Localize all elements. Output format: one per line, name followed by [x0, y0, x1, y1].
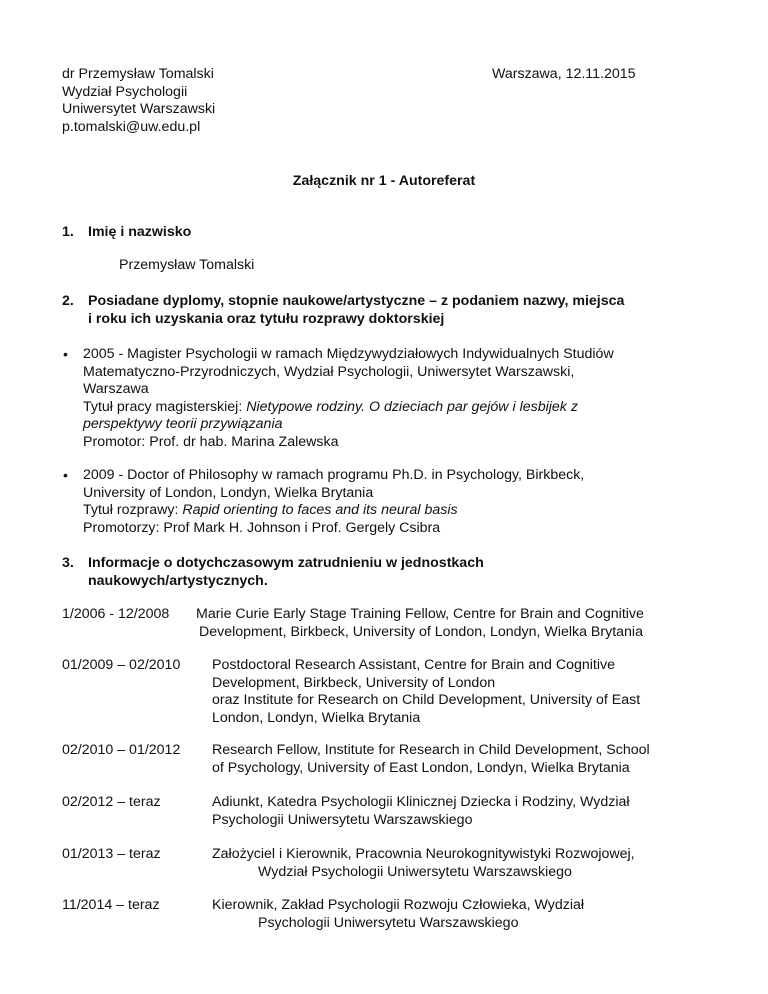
employment-description	[212, 846, 635, 881]
employment-line: Development, Birkbeck, University of London, Londyn, Wielka Brytania	[199, 623, 643, 640]
employment-line: Psychologii Uniwersytetu Warszawskiego	[258, 914, 519, 931]
employment-line: Marie Curie Early Stage Training Fellow, Centre for Brain and Cognitive	[196, 606, 644, 622]
employment-line: Adiunkt, Katedra Psychologii Klinicznej Dziecka i Rodziny, Wydział	[212, 794, 630, 810]
employment-description	[212, 657, 640, 727]
section-3	[62, 555, 484, 590]
thesis-label: Tytuł rozprawy:	[83, 502, 183, 518]
sender-faculty: Wydział Psychologii	[62, 83, 188, 100]
employment-description	[212, 742, 650, 777]
place-date: Warszawa, 12.11.2015	[492, 66, 636, 82]
employment-line: Kierownik, Zakład Psychologii Rozwoju Człowieka, Wydział	[212, 897, 585, 913]
thesis-title-continued: perspektywy teorii przywiązania	[83, 416, 283, 432]
employment-dates: 01/2013 – teraz	[62, 846, 161, 862]
section-2-heading	[62, 293, 624, 328]
employment-line: oraz Institute for Research on Child Development, University of East	[212, 692, 641, 708]
thesis-title: Nietypowe rodziny. O dzieciach par gejów i lesbijek z	[246, 398, 578, 415]
employment-dates: 02/2012 – teraz	[62, 794, 161, 810]
sender-university: Uniwersytet Warszawski	[62, 101, 216, 117]
section-1-title: Imię i nazwisko	[88, 224, 192, 240]
degree-line-2: University of London, Londyn, Wielka Brytania	[83, 484, 374, 501]
sender-block	[62, 66, 215, 136]
employment-line: Założyciel i Kierownik, Pracownia Neurokognitywistyki Rozwojowej,	[212, 846, 635, 862]
degree-item-phd	[63, 467, 585, 537]
employment-line: Postdoctoral Research Assistant, Centre for Brain and Cognitive	[212, 657, 615, 673]
section-1-heading	[62, 224, 191, 242]
employment-description	[196, 606, 644, 641]
sender-email: p.tomalski@uw.edu.pl	[62, 118, 201, 135]
bullet-icon: •	[63, 346, 68, 362]
employment-line: London, Londyn, Wielka Brytania	[212, 709, 421, 726]
employment-line: Wydział Psychologii Uniwersytetu Warszawskiego	[258, 863, 572, 880]
section-2	[62, 293, 624, 328]
employment-line: of Psychology, University of East London, Londyn, Wielka Brytania	[212, 759, 630, 776]
employment-line: Development, Birkbeck, University of London	[212, 674, 496, 691]
degree-line-1: 2009 - Doctor of Philosophy w ramach programu Ph.D. in Psychology, Birkbeck,	[83, 467, 585, 483]
section-1	[62, 224, 255, 273]
degree-line-1: 2005 - Magister Psychologii w ramach Międzywydziałowych Indywidualnych Studiów	[83, 346, 614, 362]
employment-description	[212, 794, 630, 829]
section-2-title-line-2: i roku ich uzyskania oraz tytułu rozprawy doktorskiej	[88, 310, 445, 327]
thesis-label: Tytuł pracy magisterskiej:	[83, 398, 247, 415]
bullet-icon: •	[63, 467, 68, 483]
employment-line: Psychologii Uniwersytetu Warszawskiego	[212, 811, 473, 828]
promoter: Promotor: Prof. dr hab. Marina Zalewska	[83, 433, 339, 450]
section-3-number: 3.	[62, 555, 74, 571]
degree-item-masters	[63, 346, 614, 451]
degree-line-3: Warszawa	[83, 381, 149, 397]
thesis-line	[83, 502, 584, 520]
section-3-heading	[62, 555, 484, 590]
section-2-title-line-1: Posiadane dyplomy, stopnie naukowe/artystyczne – z podaniem nazwy, miejsca	[88, 293, 625, 309]
employment-line: Research Fellow, Institute for Research in Child Development, School	[212, 742, 650, 758]
section-1-number: 1.	[62, 224, 74, 240]
employment-description	[212, 897, 584, 932]
document-title: Załącznik nr 1 - Autoreferat	[292, 173, 476, 189]
promoters: Promotorzy: Prof Mark H. Johnson i Prof. Gergely Csibra	[83, 519, 441, 536]
section-3-title-line-2: naukowych/artystycznych.	[88, 572, 268, 589]
degree-line-2: Matematyczno-Przyrodniczych, Wydział Psychologii, Uniwersytet Warszawski,	[83, 363, 575, 380]
section-2-number: 2.	[62, 293, 74, 309]
thesis-line	[83, 399, 614, 417]
employment-dates: 11/2014 – teraz	[62, 897, 160, 913]
sender-name: dr Przemysław Tomalski	[62, 66, 214, 82]
employment-dates: 01/2009 – 02/2010	[62, 657, 181, 673]
full-name: Przemysław Tomalski	[119, 257, 255, 273]
employment-dates: 1/2006 - 12/2008	[62, 606, 170, 622]
section-3-title-line-1: Informacje o dotychczasowym zatrudnieniu w jednostkach	[88, 555, 484, 571]
thesis-title: Rapid orienting to faces and its neural basis	[182, 502, 458, 518]
employment-dates: 02/2010 – 01/2012	[62, 742, 181, 758]
